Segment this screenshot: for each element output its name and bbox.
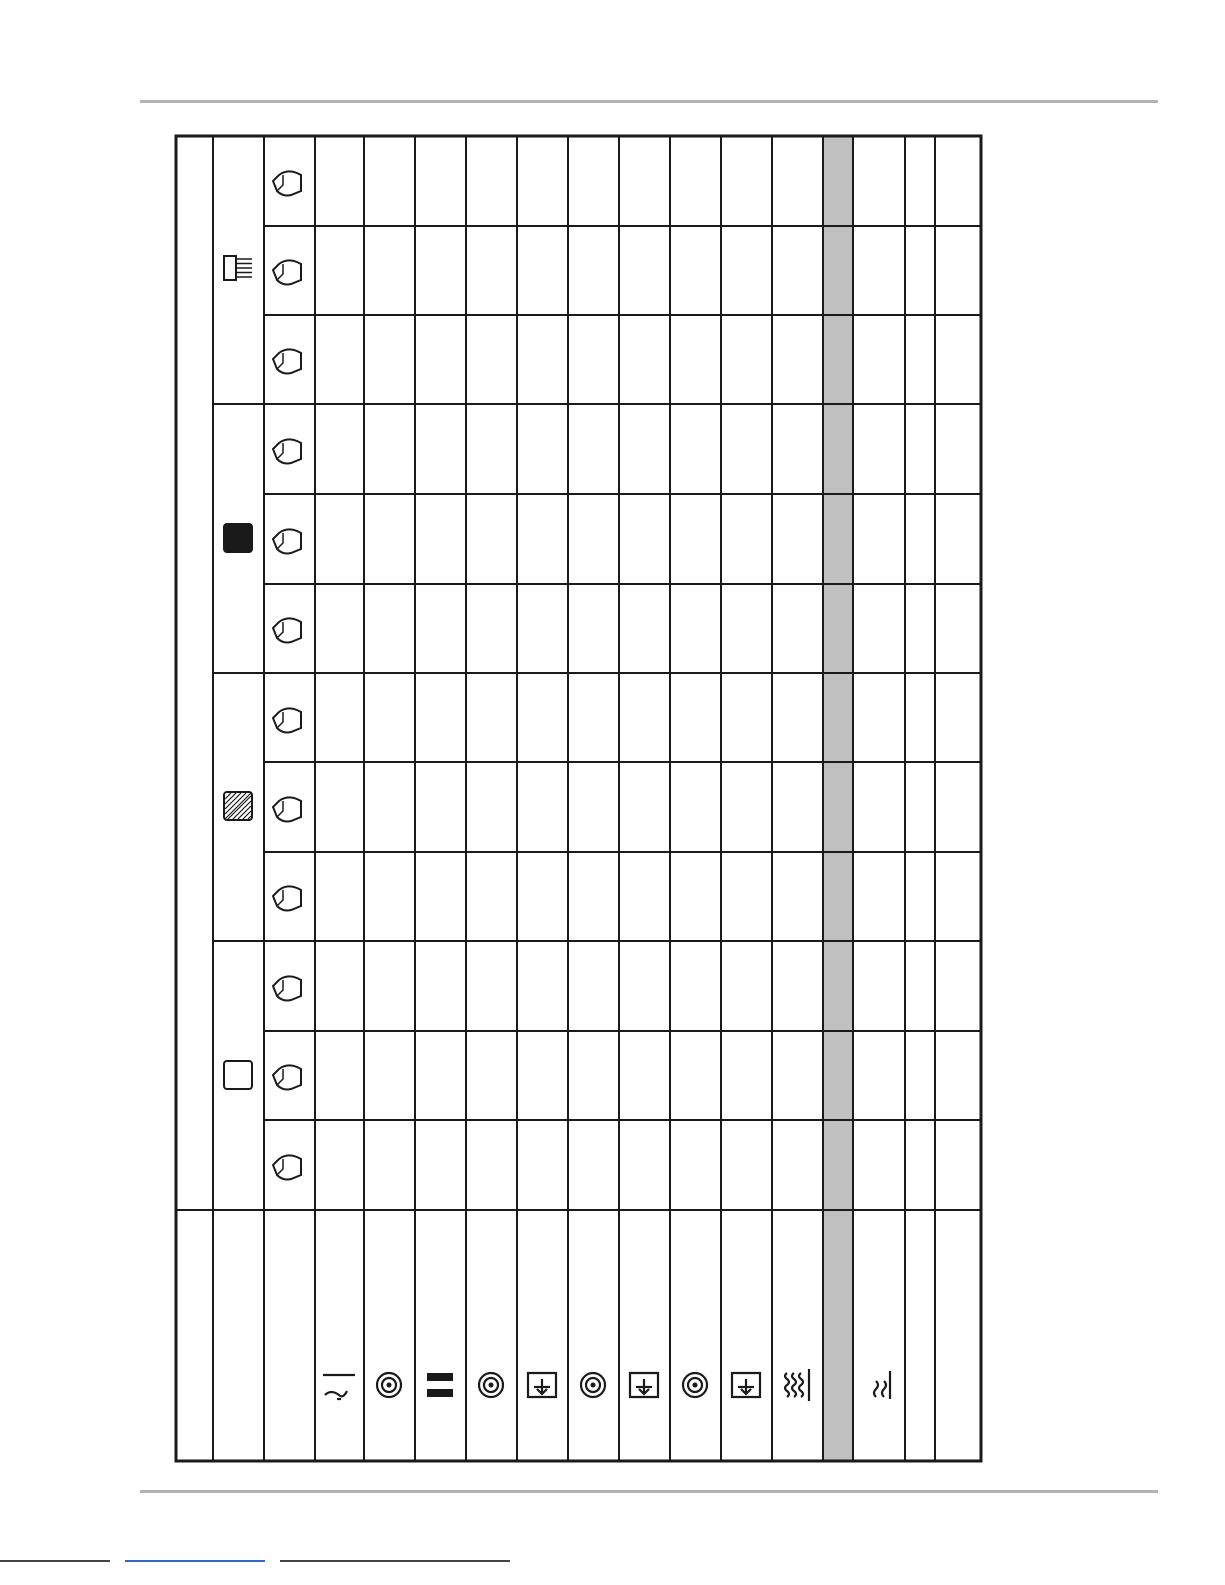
rise-bread-icon [732, 1373, 760, 1397]
bread-slice-icon [273, 976, 301, 1000]
bread-slice-icon [273, 797, 301, 821]
rise-bread-icon [528, 1373, 556, 1397]
bread-slice-icon [273, 886, 301, 910]
bake-heat-icon [785, 1369, 809, 1401]
knead-start-icon [323, 1375, 355, 1399]
bread-slice-icon [273, 1155, 301, 1179]
footer-link-fragment [0, 1560, 110, 1562]
bread-slice-icon [273, 260, 301, 284]
highlight-column [824, 136, 853, 1461]
spiral-knead-icon [581, 1373, 605, 1397]
keep-warm-icon [874, 1371, 890, 1399]
spiral-knead-icon [479, 1373, 503, 1397]
rest-bars-icon [427, 1373, 453, 1397]
hatched-loaf-icon [224, 792, 252, 820]
bread-slice-icon [273, 708, 301, 732]
bread-slice-icon [273, 618, 301, 642]
footer-text-fragment [280, 1560, 510, 1562]
rise-bread-icon [630, 1373, 658, 1397]
plain-loaf-icon [224, 1061, 252, 1089]
bread-slice-icon [273, 349, 301, 373]
spiral-knead-icon [377, 1373, 401, 1397]
footer-link[interactable] [125, 1560, 265, 1562]
footer-rule [140, 1490, 1158, 1493]
bread-slice-icon [273, 529, 301, 553]
bread-slice-icon [273, 171, 301, 195]
dark-loaf-icon [224, 524, 252, 552]
bread-slice-icon [273, 1065, 301, 1089]
spiral-knead-icon [683, 1373, 707, 1397]
wet-hand-icon [224, 256, 252, 280]
bread-slice-icon [273, 439, 301, 463]
